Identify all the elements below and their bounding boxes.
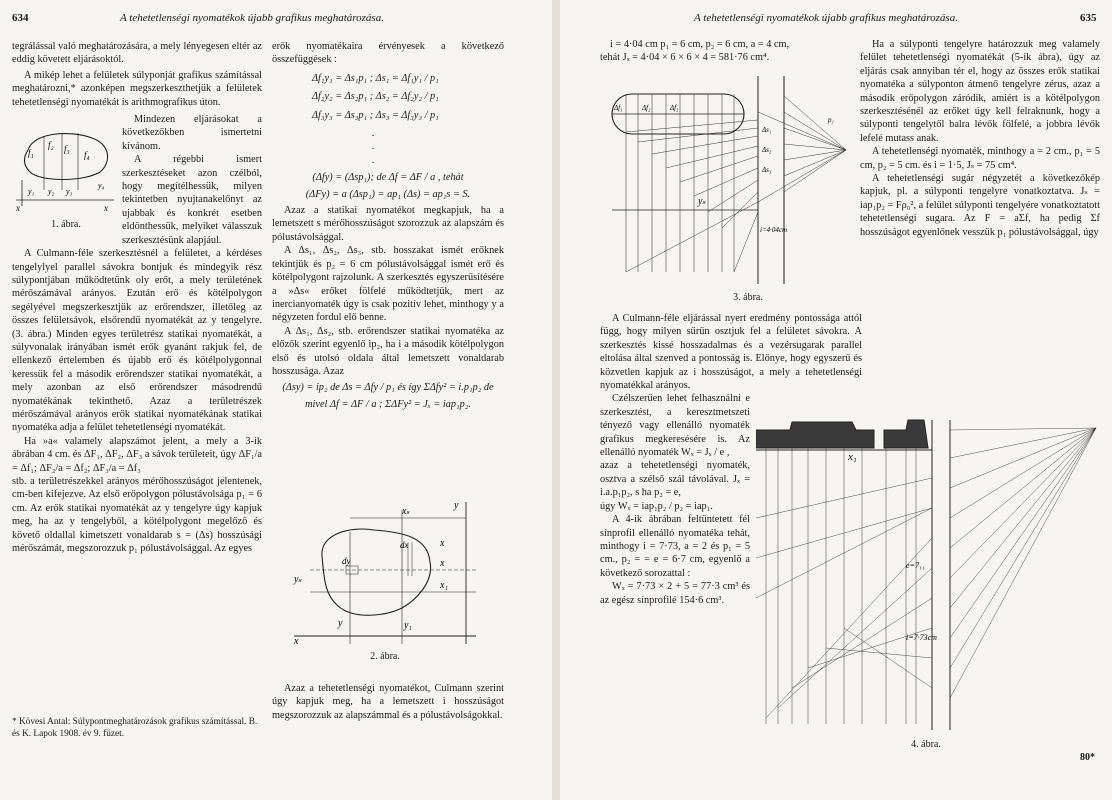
fig1-label: y₁ [28, 187, 35, 196]
fig3-label: yₛ [698, 196, 706, 207]
fig1-label: f₁ [28, 148, 34, 158]
fig3-label: p₁ [828, 116, 834, 124]
paragraph: A régebbi ismert szerkesztéseket azon czélból, hogy megítélhessük, milyen tekintetben nyujtanakelőnyt az ujabbak és konkrét esetben eldönthessük, melyiket válasszuk szerkesztésünk alapjául. [122, 154, 262, 246]
paragraph: A Δs₁, Δs₂, Δs₃, stb. hosszakat ismét erőknek tekintjük és p₂ = 6 cm pólustávolsággal ismét erő és kötélpolygont rajzolunk. A szerkesztés egyszerűsítésére a »Δs« erőket fölfelé működtetjük, mert az inercianyomaték úgy is csak pozitív lehet, minthogy y a négyzeten fordul elő benne. [272, 245, 504, 324]
right-page [560, 0, 1112, 800]
paragraph: A Culmann-féle szerkesztésnél a felületet, a kérdéses tengelylyel parallel sávokra bontjuk és mindegyik rész súlypontjában működtetünk oly erőt, a mely területének mérőszámával arányos. Ezután erő és kötélpolygon segélyével megszerkesztjük az erőrendszer, illetőleg az összes felületsávok, elsőrendű nyomatékát az y tengelyre. (3. ábra.) Minden egyes területrész statikai nyomatékát, a súlyvonalak irányában ismét erők gyanánt rakjuk fel, de ellenkező értelemben és újabb erő és kötélpolygonnal keressük fel a második erőrendszer statikai nyomatékát, a mely azonban az első erőrendszer másodrendű nyomatékának tekinthető. Azaz a területrészek mérőszámával arányos erők statikai nyomatékának statikai nyomatéka adja a felület tehetetlenségi nyomatékát. [12, 248, 262, 434]
fig3-label: Δf₃ [670, 104, 679, 112]
left-page-number: 634 [12, 12, 29, 24]
fig2-label: x [294, 636, 299, 646]
formula: (Δfy) = (Δsp₁); de Δf = ΔF / a , tehát [312, 172, 464, 184]
fig2-label: y [454, 500, 459, 511]
fig1-label: f₃ [64, 144, 70, 154]
right-page-number: 635 [1080, 12, 1097, 24]
fig2-label: dx [400, 540, 409, 550]
paragraph: Czélszerűen lehet felhasználni e szerkesztést, a keresztmetszeti tényező vagy ellenálló nyomaték grafikus megkeresésére is. Az ellenálló nyomaték Wₓ = Jₓ / e , [600, 393, 750, 459]
formula: Δf₃y₃ = Δs₃p₁ ; Δs₃ = Δf₃y₃ / p₁ [312, 109, 439, 121]
fig4-label: x₁ [848, 451, 857, 463]
page-gutter [552, 0, 560, 800]
right-column-1-top [600, 38, 850, 65]
paragraph: A mikép lehet a felületek súlyponját grafikus számítással meghatározni,* azonképen megszerkeszthetjük a felületek tehetetlenségi nyomatékát is arithmografikus úton. [12, 69, 262, 108]
left-column-1 [12, 40, 262, 555]
fig3-label: i=4·04cm [760, 226, 788, 234]
paragraph: tegrálással való meghatározására, a mely lényegesen eltér az eddig követett eljárásoktól. [12, 41, 262, 66]
formula: (ΔFy) = a (Δsp₁) = ap₁ (Δs) = ap₁s = S. [305, 188, 471, 200]
fig1-label: x [104, 203, 108, 213]
paragraph: stb. a területrészekkel arányos mérőhosszúságot jelentenek, cm-ben kifejezve. Az első erőpolygon pólustávolsága p₁ = 6 cm. Az erők statikai nyomatékát az y tengelyre úgy kapjuk meg, ha az y tengelyből, a kötélpolygont megelőző és követő oldallal kimetszett vonaldarab s = (Δs) hosszúsági mérőszámát, megszorozzuk p₁ pólustávolsággal. Az egyes [12, 476, 262, 555]
figure-3-drawing [608, 72, 872, 287]
right-column-2 [860, 38, 1100, 239]
paragraph: Mindezen eljárásokat a következőkben ismertetni kívánom. [122, 114, 262, 152]
fig2-label: y [338, 618, 343, 629]
formula: Δf₁y₁ = Δs₁p₁ ; Δs₁ = Δf₁y₁ / p₁ [312, 72, 439, 84]
fig1-label: y₄ [98, 181, 105, 190]
left-page [0, 0, 552, 800]
figure-1-drawing [14, 128, 118, 214]
left-column-2 [272, 40, 504, 414]
figure-4-caption: 4. ábra. [911, 739, 941, 750]
fig3-label: Δs₃ [762, 166, 772, 174]
right-running-title: A tehetetlenségi nyomatékok újabb grafikus meghatározása. [694, 12, 958, 24]
paragraph: Azaz a statikai nyomatékot megkapjuk, ha a lemetszett s mérőhosszúságot szorozzuk az alapszám és pólustávolsággal. [272, 205, 504, 243]
fig1-label: y₂ [48, 187, 55, 196]
figure-4 [756, 418, 1102, 748]
paragraph: Ha a súlyponti tengelyre határozzuk meg valamely felület tehetetlenségi nyomatékát (5-ik ábra), úgy az eljárás csak annyiban tér el, hogy az összes erők statikai nyomatéka a súlyponton átmenő tengelyre zérus, azaz a második erőpolygon záródik, amiért is a kötélpolygon szerkesztésénél az erőket úgy kell felraknunk, hogy a súlyponti tengelytől balra lévők fölfelé, a jobbra lévők lefelé mutass anak. [860, 39, 1100, 144]
paragraph: A tehetetlenségi sugár négyzetét a következőkép kapjuk, pl. a súlyponti tengelyre vonatkoztatva. Jₛ = iap₁p₂ = Fρ₀², a felület súlyponti tengelyére vonatkoztatott tehetetlenségi sugara. Az F = aΣf, ha pedig Σf hosszúságot egyenlőnek vesszük p₁ pólustávolsággal, úgy [860, 173, 1100, 238]
figure-3-caption: 3. ábra. [733, 292, 763, 303]
footnote: * Kövesi Antal: Súlypontmeghatározások grafikus számítással. B. és K. Lapok 1908. év 9. füzet. [12, 717, 258, 739]
paragraph: i = 4·04 cm p₁ = 6 cm, p₂ = 6 cm, a = 4 cm, [610, 39, 790, 50]
fig1-label: f₄ [84, 150, 90, 160]
figure-3 [608, 72, 872, 302]
fig2-label: x₁ [440, 580, 448, 591]
fig2-label: y₁ [404, 620, 412, 631]
paragraph: úgy Wₓ = iap₁p₂ / p₂ = iap₁. [600, 500, 713, 512]
fig2-label: x [440, 558, 445, 569]
page-mark: 80* [1080, 752, 1095, 763]
paragraph: Wₓ = 7·73 × 2 + 5 = 77·3 cm³ és az egész sínprofilé 154·6 cm³. [600, 581, 750, 606]
paragraph: erők nyomatékaira érvényesek a következő összefüggések : [272, 41, 504, 66]
figure-1-caption: 1. ábra. [51, 219, 81, 230]
fig2-label: x [440, 538, 445, 549]
paragraph: azaz a tehetetlenségi nyomaték, osztva a szélső szál távolával. Jₓ = i.a.p₁p₂, s ha p₂ = e, [600, 460, 750, 499]
fig1-label: f₂ [48, 140, 54, 150]
figure-2-caption: 2. ábra. [370, 651, 400, 662]
paragraph: Azaz a tehetetlenségi nyomatékot, Culmann szerint úgy kapjuk meg, ha a lemetszett i hosszúságot megszorozzuk az alapszámmal és a pólustávolságokkal. [272, 683, 504, 721]
formula: Δf₂y₂ = Δs₂p₁ ; Δs₂ = Δf₂y₂ / p₁ [312, 91, 439, 103]
fig1-label: x [16, 203, 20, 213]
fig4-label: i=7·73cm [906, 633, 937, 642]
formula-block: Δf₁y₁ = Δs₁p₁ ; Δs₁ = Δf₁y₁ / p₁ Δf₂y₂ = Δs₂p₁ ; Δs₂ = Δf₂y₂ / p₁ Δf₃y₃ = Δs₃p₁ ; Δs₃ = Δf₃y₃ / p₁ . . . [312, 72, 504, 167]
fig2-label: yₛ [294, 574, 302, 585]
figure-2-drawing [290, 496, 480, 646]
paragraph: Ha »a« valamely alapszámot jelent, a mely a 3-ik ábrában 4 cm. és ΔF₁, ΔF₂, ΔF₃ a sávok területeit, úgy ΔF₁/a = Δf₁; ΔF₂/a = Δf₂; ΔF₃/a = Δf₃ [12, 435, 262, 474]
left-column-2-bottom [272, 682, 504, 722]
fig2-label: xₛ [402, 506, 410, 517]
fig1-label: y₃ [66, 187, 73, 196]
figure-1 [14, 128, 118, 230]
paragraph: A Δs₁, Δs₂, stb. erőrendszer statikai nyomatéka az előzők szerint egyenlő ip₂, ha i a második kötélpolygon első és utolsó oldala által lemetszett vonaldarab hosszusága. Azaz [272, 325, 504, 377]
fig3-label: Δf₁ [614, 104, 623, 112]
fig4-label: e=7₁₁ [906, 561, 925, 570]
fig3-label: Δs₁ [762, 126, 772, 134]
formula: (Δsy) = ip₂ de Δs = Δfy / p₁ és így ΣΔfy² = i.p₁p₂ de [282, 382, 494, 394]
paragraph: A tehetetlenségi nyomaték, minthogy a = 2 cm., p₁ = 5 cm, p₂ = 5 cm. és i = 1·5, Jₛ = 75 cm⁴. [860, 146, 1100, 171]
fig3-label: Δs₂ [762, 146, 772, 154]
paragraph: A Culmann-féle eljárással nyert eredmény pontossága attól függ, hogy milyen sűrűn osztjuk fel a felületet sávokra. A szerkesztés kissé hosszadalmas és a vezérsugarak parallel eltolása által szenved a pontosság is. Előnye, hogy egyszerű és közvetlen kapjuk az i hosszúságot, a mely a tehetetlenségi nyomatékkal arányos. [600, 313, 862, 392]
fig3-label: Δf₂ [642, 104, 651, 112]
fig2-label: dy [342, 556, 351, 566]
paragraph: tehát Jₓ = 4·04 × 6 × 6 × 4 = 581·76 cm⁴. [600, 52, 770, 64]
figure-4-drawing [756, 418, 1102, 734]
left-running-title: A tehetetlenségi nyomatékok újabb grafikus meghatározása. [120, 12, 384, 24]
formula: mivel Δf = ΔF / a ; ΣΔFy² = Jₓ = iap₁p₂. [305, 398, 471, 410]
figure-2 [290, 496, 480, 666]
paragraph: A 4-ik ábrában feltüntetett fél sínprofil ellenálló nyomatéka tehát, minthogy i = 7·73, a = 2 és p₁ = 5 cm., p₂ = = e = 6·7 cm, egyenlő a következő sorozattal : [600, 514, 750, 579]
